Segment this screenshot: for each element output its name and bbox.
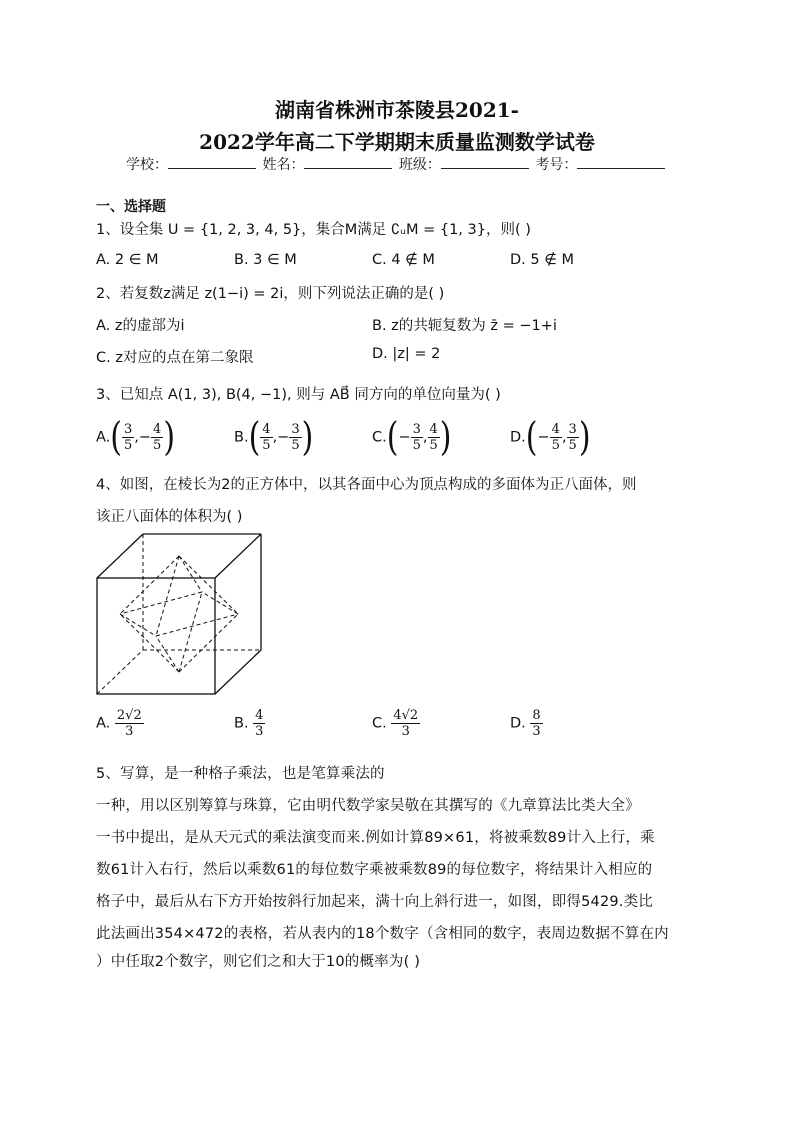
numerator: 8 <box>532 708 541 723</box>
q3-b-label: B. <box>234 429 249 446</box>
q3-d-label: D. <box>510 429 526 446</box>
left-paren: ( <box>248 414 261 461</box>
q3-a-frac2 <box>151 422 163 453</box>
octa-edge <box>120 614 156 636</box>
q3-b-frac1 <box>260 422 272 453</box>
q4-d-frac <box>530 708 542 739</box>
q3-option-a: A.( $\frac{3}{5}$ ,− $\frac{4}{5}$ ) <box>96 414 176 461</box>
q2-option-c: C. z对应的点在第二象限 <box>96 350 254 366</box>
q5-line-7: ）中任取2个数字，则它们之和大于10的概率为( ) <box>96 954 421 970</box>
q1-stem: 1、设全集 U = {1, 2, 3, 4, 5}，集合M满足 ∁ᵤM = {1, 3}，则( ) <box>96 222 531 238</box>
name-blank <box>304 156 392 169</box>
denominator: 5 <box>429 438 438 453</box>
q3-c-frac2 <box>428 422 440 453</box>
denominator: 5 <box>124 438 133 453</box>
name-label: 姓名： <box>262 157 305 173</box>
q4-a-frac <box>115 708 144 739</box>
q3-b-frac2 <box>289 422 301 453</box>
q3-option-b: B.( $\frac{4}{5}$ ,− $\frac{3}{5}$ ) <box>234 414 314 461</box>
exam-title-line1: 湖南省株洲市茶陵县2021- <box>275 98 519 122</box>
q5-line-5: 格子中，最后从右下方开始按斜行加起来，满十向上斜行进一，如图，即得5429.类比 <box>96 894 654 910</box>
q4-d-label: D. <box>510 715 526 732</box>
q1-option-d: D. 5 ∉ M <box>510 252 574 268</box>
numerator: 4 <box>255 708 264 723</box>
q4-c-frac <box>391 708 420 739</box>
numerator: 3 <box>412 422 421 437</box>
class-blank <box>441 156 529 169</box>
exam-number-label: 考号： <box>535 157 578 173</box>
q3-c-label: C. <box>372 429 387 446</box>
q3-c-frac1 <box>411 422 423 453</box>
octa-edge <box>156 636 179 672</box>
right-paren: ) <box>163 414 176 461</box>
q5-line-1: 5、写算，是一种格子乘法，也是笔算乘法的 <box>96 766 385 782</box>
numerator: 4 <box>153 422 162 437</box>
q3-d-frac1 <box>550 422 562 453</box>
right-paren: ) <box>439 414 452 461</box>
denominator: 5 <box>551 438 560 453</box>
q3-a-label: A. <box>96 429 111 446</box>
denominator: 5 <box>262 438 271 453</box>
q3-d-frac2 <box>567 422 579 453</box>
q4-option-b <box>234 708 265 739</box>
numerator: 3 <box>291 422 300 437</box>
left-paren: ( <box>110 414 122 461</box>
section-title: 一、选择题 <box>96 199 166 215</box>
octa-edge <box>120 592 202 614</box>
denominator: 3 <box>532 724 541 739</box>
q4-option-a <box>96 708 144 739</box>
octa-edge <box>179 556 202 592</box>
q3-option-d: D.(− $\frac{4}{5}$ , $\frac{3}{5}$ ) <box>510 414 591 461</box>
right-paren: ) <box>578 414 591 461</box>
cube-hidden-diagonal-edge <box>97 650 143 694</box>
q3-d-sign1: − <box>537 429 550 446</box>
numerator: 4√2 <box>393 708 419 723</box>
numerator: 3 <box>124 422 133 437</box>
q3-a-frac1 <box>122 422 134 453</box>
denominator: 3 <box>125 724 134 739</box>
denominator: 5 <box>153 438 162 453</box>
exam-title-line2: 2022学年高二下学期期末质量监测数学试卷 <box>199 130 595 154</box>
student-info-row <box>126 154 667 174</box>
q3-c-sign1: − <box>398 429 411 446</box>
cube-octahedron-figure <box>96 532 268 698</box>
q3-option-c: C.(− $\frac{3}{5}$ , $\frac{4}{5}$ ) <box>372 414 452 461</box>
octa-edge <box>156 614 238 636</box>
q1-option-c: C. 4 ∉ M <box>372 252 435 268</box>
numerator: 4 <box>429 422 438 437</box>
q3-stem: 3、已知点 A(1, 3), B(4, −1), 则与 AB⃗ 同方向的单位向量为( ) <box>96 387 501 403</box>
q5-line-6: 此法画出354×472的表格，若从表内的18个数字（含相同的数字，表周边数据不算在内 <box>96 926 669 942</box>
cube-bottom-right-edge <box>215 650 261 694</box>
cube-top-right-edge <box>215 534 261 578</box>
q4-stem-line2: 该正八面体的体积为( ) <box>96 509 243 525</box>
q4-option-c <box>372 708 420 739</box>
left-paren: ( <box>525 414 538 461</box>
q4-b-frac <box>253 708 265 739</box>
q3-a-sign2: − <box>138 429 152 446</box>
left-paren: ( <box>386 414 399 461</box>
right-paren: ) <box>301 414 314 461</box>
q2-stem: 2、若复数z满足 z(1−i) = 2i，则下列说法正确的是( ) <box>96 286 445 302</box>
exam-number-blank <box>577 156 665 169</box>
q4-a-label: A. <box>96 715 111 732</box>
q2-option-a: A. z的虚部为i <box>96 318 185 334</box>
cube-top-left-edge <box>97 534 143 578</box>
denominator: 5 <box>568 438 577 453</box>
q5-line-4: 数61计入右行，然后以乘数61的每位数字乘被乘数89的每位数字，将结果计入相应的 <box>96 862 653 878</box>
numerator: 3 <box>568 422 577 437</box>
q1-option-a: A. 2 ∈ M <box>96 252 159 268</box>
q4-stem-line1: 4、如图，在棱长为2的正方体中，以其各面中心为顶点构成的多面体为正八面体，则 <box>96 477 637 493</box>
denominator: 3 <box>255 724 264 739</box>
q4-b-label: B. <box>234 715 249 732</box>
q5-line-2: 一种，用以区别筹算与珠算，它由明代数学家吴敬在其撰写的《九章算法比类大全》 <box>96 798 640 814</box>
numerator: 2√2 <box>116 708 142 723</box>
class-label: 班级： <box>398 157 441 173</box>
q2-option-d: D. |z| = 2 <box>372 346 441 362</box>
numerator: 4 <box>262 422 271 437</box>
numerator: 4 <box>551 422 560 437</box>
denominator: 5 <box>291 438 300 453</box>
q5-line-3: 一书中提出，是从天元式的乘法演变而来.例如计算89×61，将被乘数89计入上行，乘 <box>96 830 655 846</box>
octa-edge <box>202 592 238 614</box>
denominator: 3 <box>401 724 410 739</box>
q4-c-label: C. <box>372 715 387 732</box>
denominator: 5 <box>412 438 421 453</box>
school-label: 学校： <box>126 157 168 173</box>
q4-option-d <box>510 708 543 739</box>
q2-option-b: B. z的共轭复数为 z̄ = −1+i <box>372 318 557 334</box>
school-blank <box>168 156 256 169</box>
q1-option-b: B. 3 ∈ M <box>234 252 297 268</box>
q3-b-sign2: − <box>277 429 290 446</box>
